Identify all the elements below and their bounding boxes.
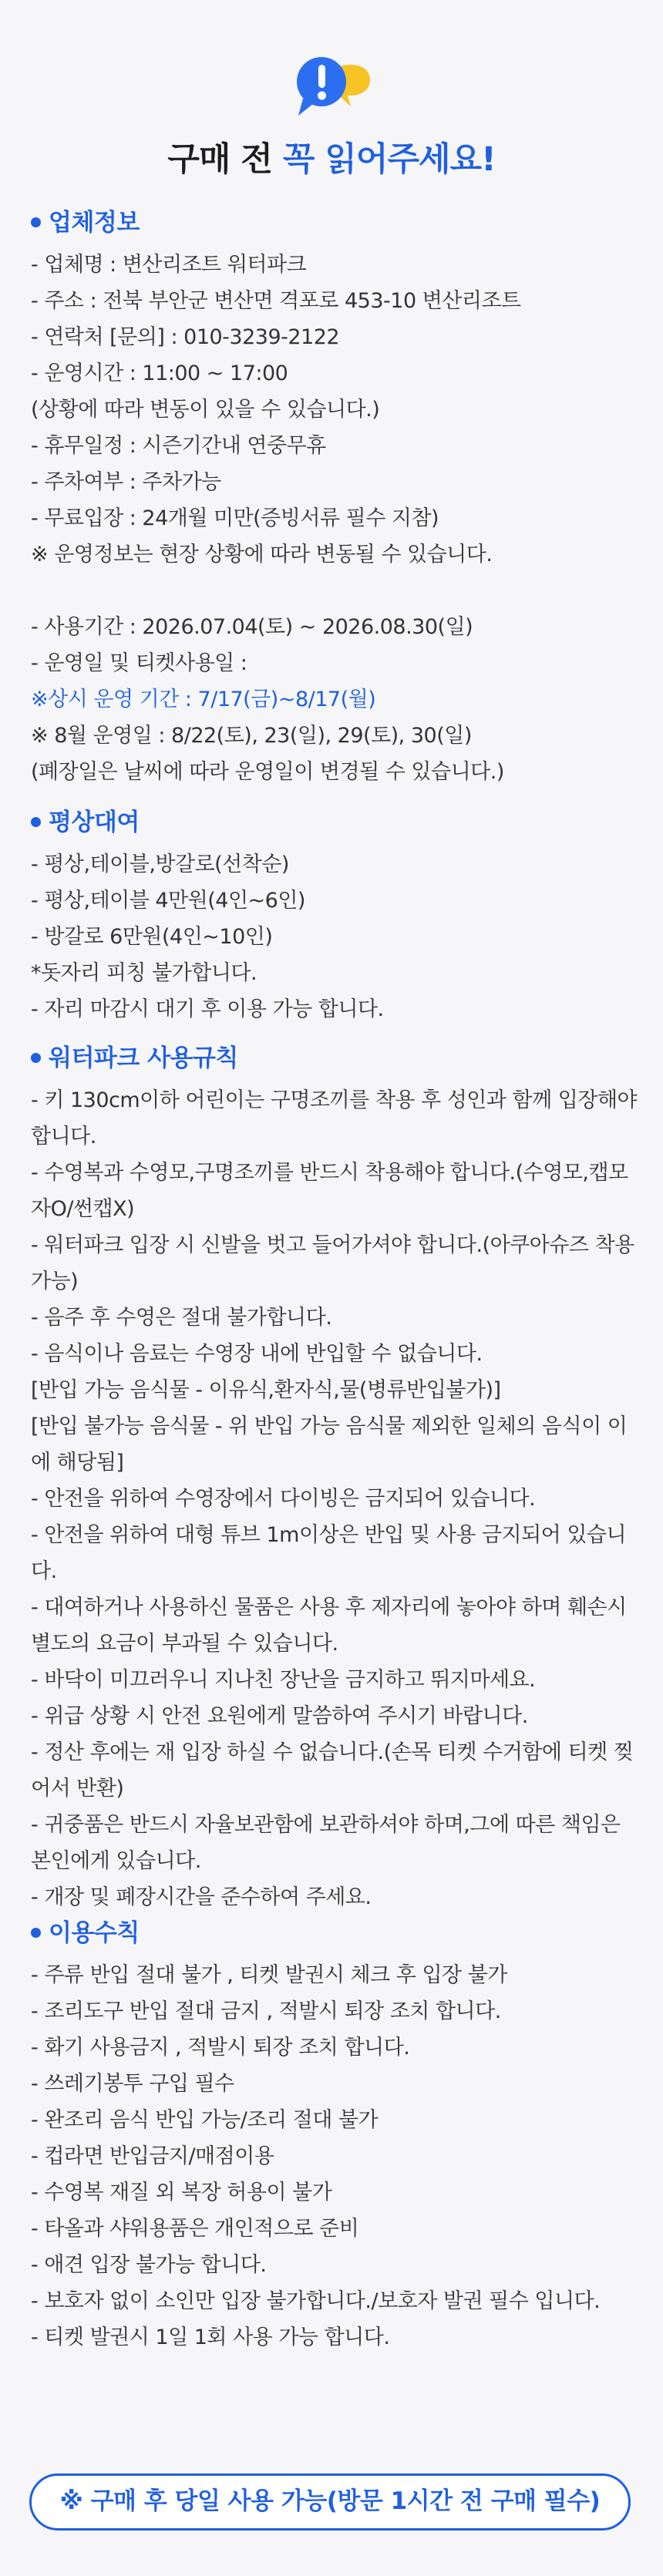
usage-rules-list xyxy=(31,1957,640,2356)
title-prefix: 구매 전 xyxy=(167,140,283,179)
company-line: - 업체명 : 변산리조트 워터파크 xyxy=(31,253,307,277)
waterpark-rules-list xyxy=(31,1082,640,1915)
rules-line: [반입 가능 음식물 - 이유식,환자식,물(병류반입불가)] xyxy=(31,1378,501,1402)
company-line: ※ 운영정보는 현장 상황에 따라 변동될 수 있습니다. xyxy=(31,543,493,567)
usage-line: - 화기 사용금지 , 적발시 퇴장 조치 합니다. xyxy=(31,2036,410,2060)
rental-list xyxy=(31,846,640,1027)
rules-line: - 워터파크 입장 시 신발을 벗고 들어가셔야 합니다.(아쿠아슈즈 착용가능) xyxy=(31,1233,634,1293)
company-line: ※ 8월 운영일 : 8/22(토), 23(일), 29(토), 30(일) xyxy=(31,724,472,748)
rules-line: [반입 불가능 음식물 - 위 반입 가능 음식물 제외한 일체의 음식이 이에 해당됨] xyxy=(31,1414,628,1475)
company-line-highlight: ※상시 운영 기간 : 7/17(금)~8/17(월) xyxy=(31,688,376,711)
section-heading-label: 평상대여 xyxy=(49,809,140,836)
company-line: - 연락처 [문의] : 010-3239-2122 xyxy=(31,325,340,349)
rental-line: - 자리 마감시 대기 후 이용 가능 합니다. xyxy=(31,997,384,1021)
section-heading-label: 워터파크 사용규칙 xyxy=(49,1044,238,1072)
rental-line: - 평상,테이블,방갈로(선착순) xyxy=(31,853,289,876)
exclamation-bubble-icon xyxy=(292,55,371,129)
bullet-dot-icon xyxy=(31,1928,41,1938)
section-heading-company xyxy=(31,206,140,240)
rules-line: - 수영복과 수영모,구명조끼를 반드시 착용해야 합니다.(수영모,캡모자O/썬캡X) xyxy=(31,1161,628,1221)
company-line: - 운영일 및 티켓사용일 : xyxy=(31,651,247,675)
rules-line: - 정산 후에는 재 입장 하실 수 없습니다.(손목 티켓 수거함에 티켓 찢어서 반환) xyxy=(31,1740,634,1801)
company-line: - 주차여부 : 주차가능 xyxy=(31,470,221,494)
company-line: - 주소 : 전북 부안군 변산면 격포로 453-10 변산리조트 xyxy=(31,289,521,313)
company-line: - 휴무일정 : 시즌기간내 연중무휴 xyxy=(31,434,326,458)
section-heading-label: 업체정보 xyxy=(49,209,140,237)
same-day-use-notice: ※ 구매 후 당일 사용 가능(방문 1시간 전 구매 필수) xyxy=(29,2473,631,2531)
section-heading-rental xyxy=(31,805,140,839)
rules-line: - 키 130cm이하 어린이는 구명조끼를 착용 후 성인과 함께 입장해야 합니다. xyxy=(31,1088,638,1148)
usage-line: - 조리도구 반입 절대 금지 , 적발시 퇴장 조치 합니다. xyxy=(31,1999,501,2023)
usage-line: - 애견 입장 불가능 합니다. xyxy=(31,2253,267,2277)
company-line: - 무료입장 : 24개월 미만(증빙서류 필수 지참) xyxy=(31,506,439,530)
company-line: (폐장일은 날씨에 따라 운영일이 변경될 수 있습니다.) xyxy=(31,760,504,784)
bullet-dot-icon xyxy=(31,1053,41,1063)
usage-line: - 보호자 없이 소인만 입장 불가합니다./보호자 발권 필수 입니다. xyxy=(31,2289,601,2313)
bullet-dot-icon xyxy=(31,817,41,827)
rules-line: - 개장 및 폐장시간을 준수하여 주세요. xyxy=(31,1885,372,1909)
company-info-list xyxy=(31,247,640,790)
page-title xyxy=(0,136,663,183)
title-highlight: 꼭 읽어주세요! xyxy=(282,140,496,179)
section-heading-label: 이용수칙 xyxy=(49,1919,140,1947)
company-line: - 운영시간 : 11:00 ~ 17:00 xyxy=(31,362,288,385)
rules-line: - 안전을 위하여 수영장에서 다이빙은 금지되어 있습니다. xyxy=(31,1487,536,1511)
usage-line: - 수영복 재질 외 복장 허용이 불가 xyxy=(31,2181,332,2204)
rules-line: - 음주 후 수영은 절대 불가합니다. xyxy=(31,1306,332,1330)
usage-line: - 완조리 음식 반입 가능/조리 절대 불가 xyxy=(31,2108,379,2132)
usage-line: - 쓰레기봉투 구입 필수 xyxy=(31,2072,234,2096)
rules-line: - 안전을 위하여 대형 튜브 1m이상은 반입 및 사용 금지되어 있습니다. xyxy=(31,1523,627,1583)
rental-line: *돗자리 피칭 불가합니다. xyxy=(31,961,257,985)
rules-line: - 위급 상황 시 안전 요원에게 말씀하여 주시기 바랍니다. xyxy=(31,1704,528,1728)
section-heading-rules xyxy=(31,1041,238,1075)
usage-line: - 타올과 샤워용품은 개인적으로 준비 xyxy=(31,2217,359,2241)
blank-line xyxy=(31,573,640,609)
section-heading-usage xyxy=(31,1916,140,1950)
company-line: - 사용기간 : 2026.07.04(토) ~ 2026.08.30(일) xyxy=(31,615,473,639)
usage-line: - 주류 반입 절대 불가 , 티켓 발권시 체크 후 입장 불가 xyxy=(31,1963,507,1987)
rules-line: - 귀중품은 반드시 자율보관함에 보관하셔야 하며,그에 따른 책임은 본인에게 있습니다. xyxy=(31,1813,621,1873)
rules-line: - 대여하거나 사용하신 물품은 사용 후 제자리에 놓아야 하며 훼손시 별도의 요금이 부과될 수 있습니다. xyxy=(31,1596,627,1656)
rules-line: - 바닥이 미끄러우니 지나친 장난을 금지하고 뛰지마세요. xyxy=(31,1668,536,1692)
bullet-dot-icon xyxy=(31,217,41,227)
rental-line: - 평상,테이블 4만원(4인~6인) xyxy=(31,889,305,913)
usage-line: - 컵라면 반입금지/매점이용 xyxy=(31,2144,274,2168)
rental-line: - 방갈로 6만원(4인~10인) xyxy=(31,925,273,949)
company-line: (상황에 따라 변동이 있을 수 있습니다.) xyxy=(31,398,380,422)
usage-line: - 티켓 발권시 1일 1회 사용 가능 합니다. xyxy=(31,2325,390,2349)
rules-line: - 음식이나 음료는 수영장 내에 반입할 수 없습니다. xyxy=(31,1342,483,1366)
